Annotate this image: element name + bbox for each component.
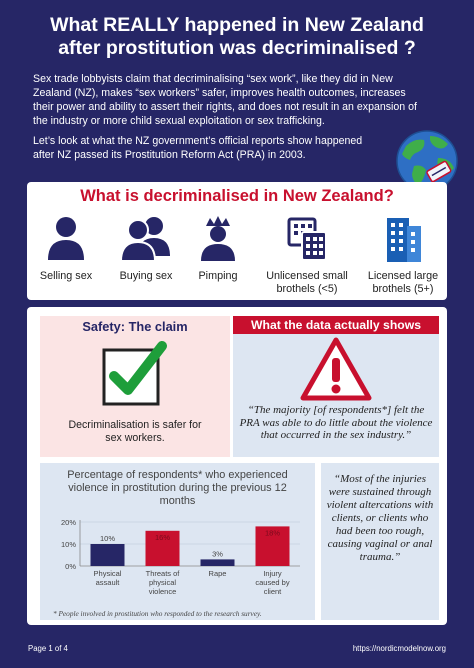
page-number: Page 1 of 4: [28, 644, 68, 653]
category-label: assault: [95, 578, 120, 587]
small-building-icon: [286, 216, 328, 262]
bar-value-label: 3%: [212, 549, 223, 559]
decriminalised-label: Unlicensed small: [266, 270, 348, 282]
data-title: What the data actually shows: [233, 316, 439, 334]
chart-footnote: * People involved in prostitution who responded to the research survey.: [53, 609, 262, 618]
injuries-quote-panel: [321, 463, 439, 620]
decriminalised-item-selling-sex: [31, 216, 101, 283]
decriminalised-title: What is decriminalised in New Zealand?: [80, 187, 394, 205]
title-line-2: after prostitution was decriminalised ?: [58, 37, 416, 59]
warning-icon: [300, 336, 372, 402]
bar-value-label: 10%: [99, 534, 116, 543]
decriminalised-item-buying-sex: [111, 216, 181, 283]
intro-text: [33, 72, 428, 168]
bar-value-label: 16%: [154, 532, 171, 542]
bar-value-label: 18%: [264, 528, 281, 538]
violence-bar-chart: [40, 503, 315, 613]
crowned-person-icon: [198, 216, 238, 262]
decriminalised-label: Selling sex: [39, 270, 93, 282]
category-label: physical: [148, 578, 177, 587]
tall-building-icon: [383, 216, 423, 262]
claim-panel: [40, 316, 230, 457]
bar-3: [201, 559, 235, 566]
intro-paragraph-2: Let’s look at what the NZ government’s official reports show happened after NZ passed its Prostitution Reform Act (PRA) in 2003.: [33, 135, 363, 161]
category-label: caused by: [255, 578, 290, 587]
decriminalised-label-line-2: brothels (5+): [372, 283, 434, 295]
decriminalised-item-unlicensed-brothels: [259, 216, 355, 296]
decriminalised-label: Buying sex: [119, 270, 173, 282]
category-label: Rape: [208, 569, 227, 578]
injuries-quote: “Most of the injuries were sustained through violent altercations with clients, or clients who had been too rough, causing vaginal or anal trauma.”: [326, 473, 434, 563]
category-label: violence: [148, 587, 177, 596]
decriminalised-panel: [27, 182, 447, 300]
decriminalised-item-pimping: [187, 216, 249, 283]
page-title: [0, 14, 474, 60]
intro-paragraph-1: Sex trade lobbyists claim that decriminalising “sex work”, like they did in New Zealand (NZ), makes “sex workers” safer, improves health outcomes, increases their power and ability to assert their rights, and does not result in an expansion of the industry or more child sexual exploitation or sex trafficking.: [33, 73, 417, 127]
data-quote: “The majority [of respondents*] felt the PRA was able to do little about the violence that occurred in the sex industry.”: [239, 404, 433, 441]
decriminalised-label: Pimping: [198, 270, 238, 282]
chart-title: Percentage of respondents* who experienced violence in prostitution during the previous 12 months: [67, 469, 288, 507]
y-tick-label: 20%: [60, 518, 76, 527]
y-tick-label: 10%: [60, 540, 76, 549]
category-label: Injury: [263, 569, 282, 578]
decriminalised-label-line-2: brothels (<5): [276, 283, 338, 295]
claim-text-line-1: Decriminalisation is safer for: [68, 419, 202, 431]
website-link[interactable]: https://nordicmodelnow.org: [352, 644, 446, 653]
category-label: Threats of: [145, 569, 180, 578]
claim-title: Safety: The claim: [82, 319, 188, 334]
category-label: Physical: [93, 569, 122, 578]
checkmark-icon: [102, 340, 168, 408]
title-line-1: What REALLY happened in New Zealand: [50, 14, 424, 36]
decriminalised-label: Licensed large: [367, 270, 439, 282]
violence-chart-panel: [40, 463, 315, 620]
person-icon: [46, 216, 86, 262]
people-icon: [120, 216, 172, 262]
decriminalised-item-licensed-brothels: [363, 216, 443, 296]
claim-text-line-2: sex workers.: [105, 432, 165, 444]
y-tick-label: 0%: [65, 562, 76, 571]
bar-1: [91, 544, 125, 566]
category-label: client: [263, 587, 282, 596]
claim-text: [40, 419, 230, 445]
data-panel: [233, 316, 439, 457]
